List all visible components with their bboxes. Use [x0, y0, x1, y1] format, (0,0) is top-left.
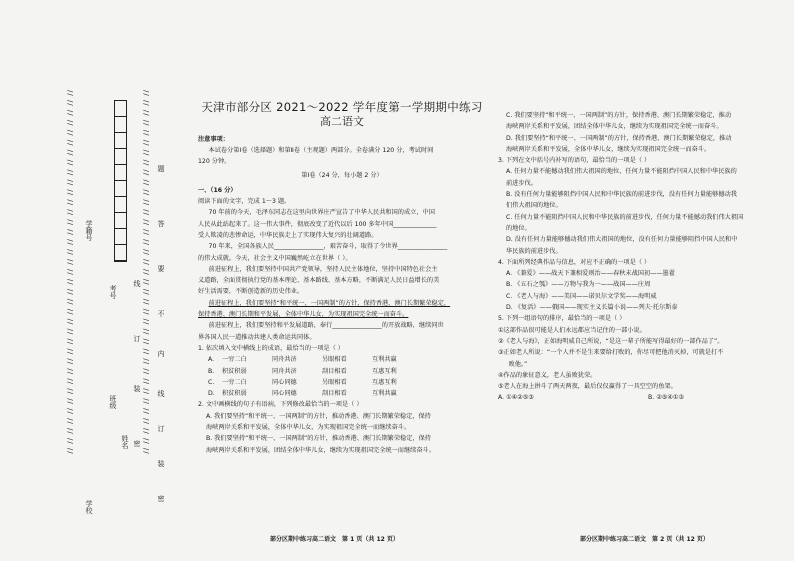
passage-line: 义道路，全面贯彻执行党的基本理论、基本路线、基本方略，不断满足人民日益增长的美: [198, 277, 440, 285]
bind-char: 线: [133, 280, 141, 287]
passage-line: 受人欺凌的悲惨命运，中华民族走上了实现伟大复兴的壮阔道路。: [198, 231, 378, 239]
page-1-footer: 部分区期中练习高二语文 第 1 页（共 12 页）: [270, 536, 399, 543]
question-2-option-a: 海峡两岸关系和平发展，全体中华儿女，为实现祖国完全统一而继续奋斗。: [206, 424, 411, 432]
page-2-footer: 部分区期中练习高二语文 第 2 页（共 12 页）: [580, 536, 709, 543]
option-word: 互惠互利: [372, 378, 397, 386]
question-5-item: ④作品的象征意义，老人虽败犹荣。: [498, 371, 597, 379]
option-word: 互利共赢: [372, 390, 397, 398]
question-3-option-b: 们伟大祖国的地位。: [506, 202, 562, 210]
option-word: 同舟共济: [272, 367, 297, 375]
question-1-option: [198, 354, 486, 365]
question-3-stem: 3. 下列在文中括号内补写的语句，最恰当的一项是（ ）: [498, 157, 651, 165]
option-letter: A.: [498, 394, 505, 402]
question-4-option: B. 《五石之瓠》——万物与我为一——战国——庄周: [506, 281, 651, 289]
page-2: [498, 110, 784, 404]
volume-heading: 第Ⅰ卷（24 分，每小题 2 分）: [301, 172, 383, 180]
passage-line: 前进征程上，我们要坚持和平发展道路，奉行________________的开放战略，继续同世: [208, 322, 444, 330]
seal-char: 不: [157, 310, 165, 317]
option-letter: A.: [208, 356, 215, 364]
question-3-option-d: D. 没有任何力量能够撼动我们伟大祖国的地位，没有任何力量能够阻挡中国人民和中: [506, 236, 738, 244]
passage-line: 70 年来，全国各族人民________________，艰苦奋斗，取得了令世界________________: [208, 243, 448, 251]
passage-line: 人民从此站起来了。这一伟大事件，彻底改变了近代以后 100 多年中国______________: [198, 220, 437, 228]
question-2-option-b: B. 我们要坚持“和平统一、一国两制”的方针，推动香港、澳门长期繁荣稳定，保持: [206, 435, 431, 443]
seal-char: 线: [157, 390, 165, 397]
option-sequence: ②⑤④①③: [656, 394, 684, 402]
question-5-item: 败他。”: [508, 360, 528, 368]
question-2-option-d: 海峡两岸关系和平发展，全体中华儿女，继续为实现祖国完全统一而奋斗。: [506, 145, 711, 153]
student-id-label: 学籍号: [85, 220, 93, 241]
question-2-option-b: 海峡两岸关系和平发展，团结全体中华儿女，继续为实现祖国完全统一而继续奋斗。: [206, 446, 435, 454]
passage-line: 界各国人民一道推动共建人类命运共同体。: [198, 333, 316, 341]
question-1-option: [198, 388, 486, 399]
seal-char: 密: [157, 495, 165, 502]
seal-char: 装: [157, 460, 165, 467]
option-word: 积贫积弱: [222, 390, 247, 398]
name-label: 姓名: [121, 435, 129, 449]
option-word: 刮目相看: [322, 367, 347, 375]
question-5-item: ①这部作品很可能是人们永远都应当记住的一部小说。: [498, 326, 646, 334]
option-word: 互惠互利: [372, 367, 397, 375]
seal-char: 订: [157, 425, 165, 432]
question-3-option-a: 前进步伐。: [506, 179, 537, 187]
option-word: 积贫积弱: [222, 367, 247, 375]
option-word: 互利共赢: [372, 356, 397, 364]
question-5-option: [648, 392, 684, 403]
seal-char: 答: [157, 220, 165, 227]
passage-line: 70 年前的今天，毛泽东同志在这里向世界庄严宣告了中华人民共和国的成立，中国: [208, 209, 435, 217]
question-5-item: ⑤老人在海上拼斗了两天两夜，最后仅仅赢得了一具空空的鱼架。: [498, 383, 677, 391]
exam-subtitle: 高二语文: [320, 115, 364, 129]
option-word: 同心同德: [272, 390, 297, 398]
notice-heading: 注意事项：: [198, 135, 229, 143]
passage-line-underlined: 保持香港、澳门长期和平发展，全体中华儿女，为实现祖国完全统一而奋斗。: [198, 311, 409, 319]
class-label: 班级: [109, 395, 117, 409]
question-3-option-a: A. 任何力量不能撼动我们伟大祖国的地位，任何力量不能阻挡中国人民和中华民族的: [506, 168, 737, 176]
question-3-option-d: 华民族的前进步伐。: [506, 247, 562, 255]
page-1: [198, 102, 486, 456]
question-4-stem: 4. 下面所列经典作品与信息，对应不正确的一项是（ ）: [498, 258, 651, 266]
option-sequence: ①④②⑤③: [506, 394, 534, 402]
bind-char: 装: [133, 385, 141, 392]
exam-number-grid: [114, 100, 127, 262]
option-word: 一穷二白: [222, 356, 247, 364]
passage-line: 前进征程上，我们要坚持中国共产党领导，坚持人民主体地位，坚持中国特色社会主: [208, 265, 438, 273]
section-heading: 一、（16 分）: [198, 186, 237, 194]
question-5-option: [498, 392, 648, 403]
option-word: 另眼相看: [322, 378, 347, 386]
question-2-option-d: D. 我们要坚持“和平统一、一国两制”的方针，保持香港、澳门长期繁荣稳定，推动: [506, 134, 732, 142]
option-letter: C.: [208, 378, 215, 386]
question-1-option: [198, 366, 486, 377]
question-2-option-c: C. 我们要坚持“和平统一、一国两制”的方针，保持香港、澳门长期繁荣稳定，推动: [506, 112, 732, 119]
bind-char: 订: [133, 335, 141, 342]
question-4-option: A. 《兼爱》——战天下兼相爱则治——春秋末战国初——墨翟: [506, 270, 675, 278]
question-2-stem: 2. 文中画横线的句子有语病，下列修改最恰当的一项是（ ）: [198, 401, 363, 409]
passage-line-underlined: 前进征程上，我们要坚持“和平统一、一国两制”的方针，保持香港、澳门长期繁荣稳定，: [208, 299, 451, 307]
passage-line: 的伟大成就。今天，社会主义中国巍然屹立在世界（ ）。: [198, 254, 352, 262]
option-letter: B.: [648, 394, 655, 402]
question-3-option-b: B. 没有任何力量能够阻挡中国人民和中华民族的前进步伐，没有任何力量能够撼动我: [506, 191, 737, 199]
question-5-options: [498, 392, 784, 403]
option-word: 同舟共济: [272, 356, 297, 364]
question-5-item: ③正如老人所说：“一个人并不是生来要给打败的，你尽可把他消灭掉，可就是打不: [498, 349, 724, 357]
option-letter: B.: [208, 367, 215, 375]
question-4-option: D. 《复活》——俄国——现实主义长篇小说——列夫·托尔斯泰: [506, 304, 678, 312]
exam-title: 天津市部分区 2021～2022 学年度第一学期期中练习: [201, 100, 483, 114]
option-word: 刮目相看: [322, 390, 347, 398]
option-word: 一穷二白: [222, 378, 247, 386]
exam-number-label: 考号: [109, 285, 117, 299]
seal-char: 内: [157, 350, 165, 357]
binding-slash-line: // // // // // // // // // // // // // // // // // // // // // // // // // // // // // // // // // // // // //: [142, 90, 150, 455]
notice-line: 本试卷分第Ⅰ卷（选择题）和第Ⅱ卷（主观题）两部分。全卷满分 120 分，考试时间: [208, 146, 434, 154]
option-word: 同心同德: [272, 378, 297, 386]
option-letter: D.: [208, 390, 215, 398]
school-label: 学校: [85, 500, 93, 514]
question-5-stem: 5. 下列一组语句的排序，最恰当的一项是（ ）: [498, 315, 626, 323]
question-4-option: C. 《老人与海》——美国——诺贝尔文学奖——海明威: [506, 292, 657, 300]
seal-char: 要: [157, 265, 165, 272]
question-3-option-c: C. 任何力量不能阻挡中国人民和中华民族的前进步伐，任何力量不能撼动我们伟大祖国: [506, 213, 744, 221]
binding-slash-line: // // // // // // // // // // // // // // // // // // // // // // // // // // // // // // // // // // // // //: [66, 90, 74, 455]
question-1-option: [198, 377, 486, 388]
question-3-option-c: 的地位。: [506, 224, 531, 232]
notice-line: 120 分钟。: [198, 158, 231, 166]
option-word: 另眼相看: [322, 356, 347, 364]
question-1-stem: 1. 依次填入文中横线上的成语，最恰当的一项是（ ）: [198, 344, 344, 352]
seal-char: 题: [157, 165, 165, 172]
question-5-item: ②《老人与海》，正如海明威自己所说，“是这一辈子所能写得最好的一部作品了”。: [498, 337, 724, 345]
question-2-option-c: 海峡两岸关系和平发展，团结全体中华儿女，继续为实现祖国完全统一而奋斗。: [506, 123, 723, 131]
passage-line: 好生活需要，不断创造新的历史伟业。: [198, 288, 304, 296]
bind-char: 密: [133, 440, 141, 447]
question-2-option-a: A. 我们要坚持“和平统一、一国两制”的方针，推动香港、澳门长期繁荣稳定，保持: [206, 412, 431, 420]
reading-intro: 阅读下面的文字，完成 1～3 题。: [198, 198, 291, 206]
